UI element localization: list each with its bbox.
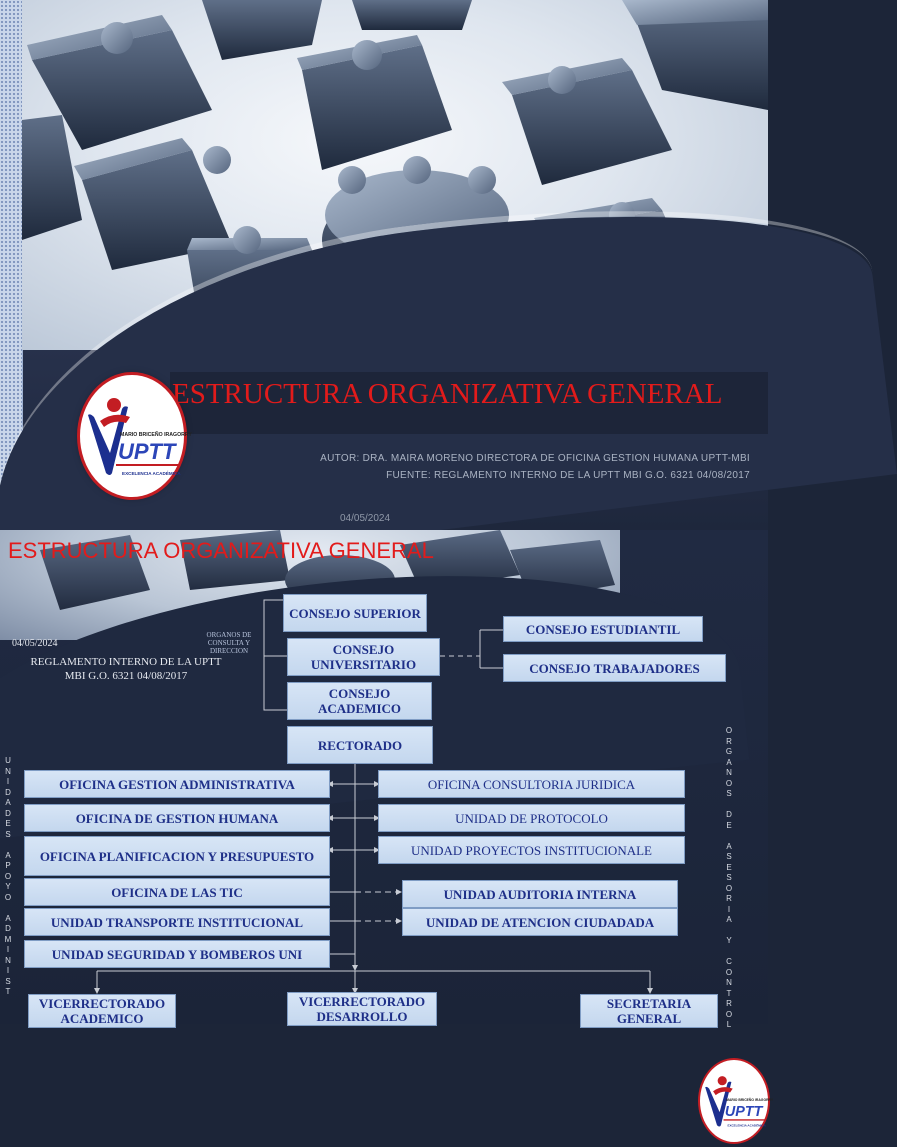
- vertical-letter: [724, 947, 734, 958]
- box-right-unit-4: UNIDAD AUDITORIA INTERNA: [402, 880, 678, 908]
- vertical-letter: N: [726, 978, 732, 987]
- vertical-letter: O: [725, 967, 733, 977]
- box-left-unit-3: OFICINA PLANIFICACION Y PRESUPUESTO: [24, 836, 330, 876]
- logo-main-text: UPTT: [118, 439, 176, 464]
- vertical-letter: N: [5, 955, 11, 965]
- box-right-unit-5: UNIDAD DE ATENCION CIUDADADA: [402, 908, 678, 936]
- box-left-unit-6: UNIDAD SEGURIDAD Y BOMBEROS UNI: [24, 940, 330, 968]
- vertical-letter: D: [5, 787, 11, 797]
- vertical-letter: I: [727, 904, 731, 914]
- box-right-unit-3: UNIDAD PROYECTOS INSTITUCIONALE: [378, 836, 685, 864]
- vertical-letter: P: [5, 861, 11, 870]
- vertical-letter: C: [726, 957, 732, 966]
- author-line: AUTOR: DRA. MAIRA MORENO DIRECTORA DE OFICINA GESTION HUMANA UPTT-MBI: [320, 453, 750, 464]
- box-rectorado: RECTORADO: [287, 726, 433, 764]
- vertical-letter: Y: [726, 936, 732, 945]
- vertical-letter: T: [726, 988, 732, 998]
- vertical-letter: I: [6, 945, 10, 954]
- box-right-unit-1: OFICINA CONSULTORIA JURIDICA: [378, 770, 685, 798]
- vertical-letter: S: [726, 789, 732, 798]
- vertical-letter: N: [726, 768, 732, 777]
- vertical-letter: O: [4, 892, 12, 902]
- box-left-unit-5: UNIDAD TRANSPORTE INSTITUCIONAL: [24, 908, 330, 936]
- vertical-letter: A: [726, 841, 732, 851]
- slide1-date: 04/05/2024: [340, 513, 391, 524]
- logo-top-text: MARIO BRICEÑO IRAGORRY: [726, 1098, 774, 1102]
- vertical-letter: G: [725, 747, 733, 756]
- vertical-letter: M: [4, 934, 12, 944]
- vertical-letter: U: [5, 756, 11, 765]
- vertical-letter: S: [726, 873, 732, 882]
- box-right-unit-2: UNIDAD DE PROTOCOLO: [378, 804, 685, 832]
- vertical-letter: S: [5, 976, 11, 986]
- slide2-title: ESTRUCTURA ORGANIZATIVA GENERAL: [8, 538, 434, 563]
- vertical-letter: [724, 926, 734, 937]
- vertical-letter: D: [726, 810, 732, 819]
- logo-main-text: UPTT: [724, 1104, 763, 1121]
- vertical-letter: O: [4, 871, 12, 881]
- puzzle-image: [22, 0, 768, 350]
- vertical-letter: A: [726, 915, 732, 924]
- reglamento-line2: MBI G.O. 6321 04/08/2017: [64, 670, 188, 682]
- vertical-letter: [724, 831, 734, 842]
- box-left-unit-4: OFICINA DE LAS TIC: [24, 878, 330, 906]
- vertical-letter: R: [726, 736, 732, 746]
- vertical-letter: S: [5, 829, 11, 839]
- box-consejo-trabajadores: CONSEJO TRABAJADORES: [503, 654, 726, 682]
- logo-arm: [100, 415, 130, 427]
- vertical-letter: [3, 903, 13, 914]
- vertical-letter: E: [726, 820, 732, 830]
- vertical-letter: D: [5, 808, 11, 818]
- box-left-unit-2: OFICINA DE GESTION HUMANA: [24, 804, 330, 832]
- uptt-logo: [80, 375, 192, 497]
- vertical-letter: A: [5, 850, 11, 860]
- box-vicerrectorado-desarrollo: VICERRECTORADO DESARROLLO: [287, 992, 437, 1026]
- organos-consulta-label: ORGANOS DE CONSULTA Y DIRECCION: [206, 631, 252, 655]
- vertical-letter: [3, 840, 13, 851]
- vertical-letter: E: [726, 862, 732, 872]
- title-slide: [0, 0, 768, 530]
- vertical-letter: R: [726, 894, 732, 903]
- source-line: FUENTE: REGLAMENTO INTERNO DE LA UPTT MBI G.O. 6321 04/08/2017: [386, 470, 750, 481]
- vertical-letter: D: [5, 924, 11, 933]
- logo-bottom-text: EXCELENCIA ACADÉMICA: [727, 1123, 766, 1128]
- slide2-date: 04/05/2024: [12, 638, 58, 649]
- slide-title: ESTRUCTURA ORGANIZATIVA GENERAL: [170, 372, 768, 434]
- box-consejo-estudiantil: CONSEJO ESTUDIANTIL: [503, 616, 703, 642]
- box-consejo-academico: CONSEJO ACADEMICO: [287, 682, 432, 720]
- box-vicerrectorado-academico: VICERRECTORADO ACADEMICO: [28, 994, 176, 1028]
- logo-top-text: MARIO BRICEÑO IRAGORRY: [120, 432, 192, 438]
- vertical-letter: A: [5, 913, 11, 923]
- vertical-letter: R: [726, 999, 732, 1008]
- vertical-letter: [724, 800, 734, 811]
- vertical-letter: S: [726, 852, 732, 861]
- vertical-letter: E: [5, 819, 11, 828]
- vertical-letter: Y: [5, 882, 11, 891]
- box-left-unit-1: OFICINA GESTION ADMINISTRATIVA: [24, 770, 330, 798]
- vertical-letter: O: [725, 883, 733, 893]
- vertical-letter: O: [725, 726, 733, 735]
- box-secretaria-general: SECRETARIA GENERAL: [580, 994, 718, 1028]
- reglamento-line1: REGLAMENTO INTERNO DE LA UPTT: [30, 656, 222, 668]
- vertical-letter: A: [5, 798, 11, 807]
- vertical-letter: N: [5, 766, 11, 776]
- org-chart-slide: [0, 530, 774, 1128]
- vertical-letter: A: [726, 757, 732, 767]
- vertical-letter: O: [725, 1009, 733, 1019]
- vertical-letter: I: [6, 966, 10, 975]
- left-vertical-label: [3, 756, 13, 998]
- vertical-letter: O: [725, 778, 733, 788]
- uptt-logo-small: [700, 1060, 774, 1142]
- box-consejo-universitario: CONSEJO UNIVERSITARIO: [287, 638, 440, 676]
- right-vertical-label: [724, 726, 734, 1031]
- vertical-letter: I: [6, 777, 10, 786]
- vertical-letter: T: [5, 987, 11, 996]
- logo-bottom-text: EXCELENCIA ACADÉMICA: [122, 471, 181, 476]
- logo-head: [107, 398, 121, 412]
- vertical-letter: L: [726, 1020, 732, 1029]
- box-consejo-superior: CONSEJO SUPERIOR: [283, 594, 427, 632]
